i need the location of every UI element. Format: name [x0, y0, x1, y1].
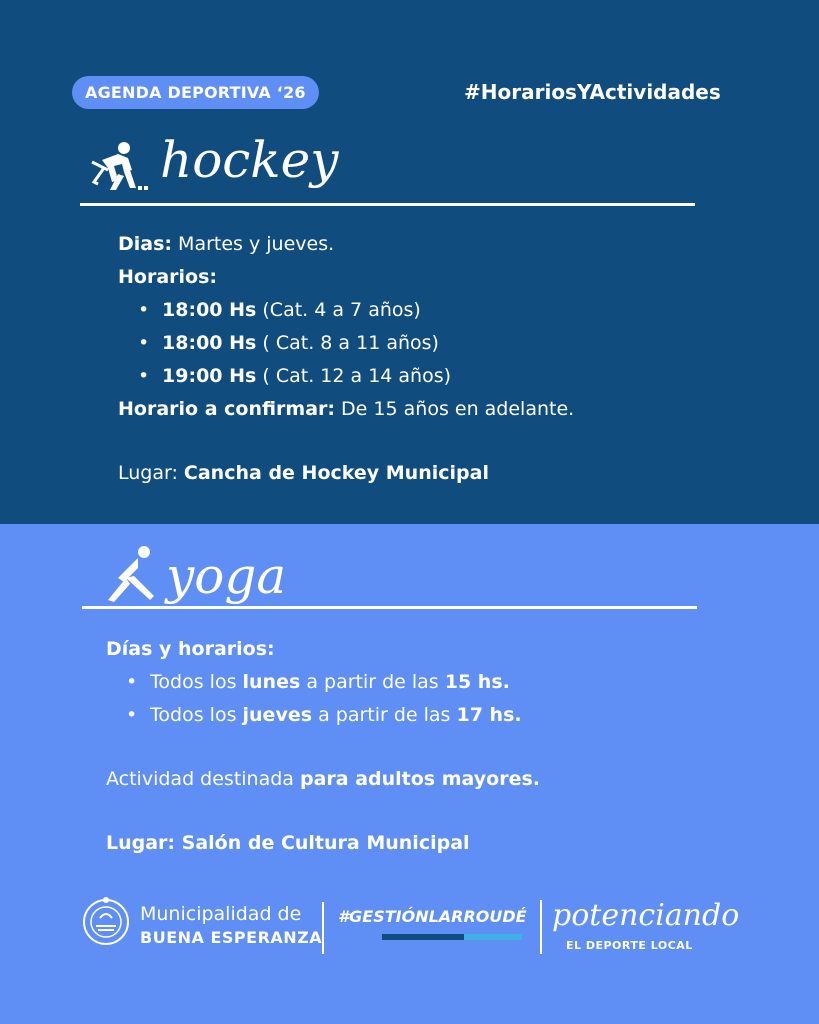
- item-day: lunes: [242, 671, 301, 693]
- yoga-title: yoga: [166, 547, 287, 605]
- item-mid: a partir de las: [300, 671, 445, 693]
- yoga-pose-icon: [104, 544, 156, 604]
- actividad-pre: Actividad destinada: [106, 768, 300, 790]
- muni-line2: BUENA ESPERANZA: [140, 928, 323, 947]
- schedule-detail: (Cat. 4 a 7 años): [256, 299, 421, 321]
- hashtag-text: #HorariosYActividades: [464, 80, 721, 104]
- item-day: jueves: [242, 704, 313, 726]
- schedule-time: 19:00 Hs: [162, 365, 257, 387]
- gestion-hashtag: #GESTIÓNLARROUDÉ: [338, 907, 527, 926]
- actividad-bold: para adultos mayores.: [299, 768, 540, 790]
- schedule-detail: ( Cat. 12 a 14 años): [256, 365, 452, 387]
- confirm-label: Horario a confirmar:: [118, 398, 336, 420]
- dias-label: Dias:: [118, 233, 173, 255]
- hockey-title: hockey: [160, 131, 339, 189]
- schedule-time: 18:00 Hs: [162, 332, 257, 354]
- yoga-lugar: Lugar: Salón de Cultura Municipal: [106, 832, 470, 854]
- item-hour: 17 hs.: [456, 704, 522, 726]
- yoga-section: [0, 524, 819, 1024]
- hockey-confirm: [118, 398, 574, 420]
- item-pre: Todos los: [150, 704, 243, 726]
- schedule-time: 18:00 Hs: [162, 299, 257, 321]
- yoga-underline: [82, 606, 697, 609]
- muni-line1: Municipalidad de: [140, 903, 302, 925]
- hockey-schedule-item: [138, 365, 451, 387]
- yoga-actividad: [106, 768, 540, 790]
- gestion-bar-light: [464, 934, 522, 940]
- footer-divider: [322, 902, 324, 954]
- hockey-schedule-item: [138, 332, 439, 354]
- potenciando-logo: potenciando: [552, 898, 740, 933]
- hockey-player-icon: [88, 138, 150, 194]
- yoga-schedule-item: [126, 671, 510, 693]
- yoga-schedule-item: [126, 704, 522, 726]
- footer-divider: [540, 900, 542, 954]
- municipal-seal-icon: [82, 896, 130, 948]
- confirm-value: De 15 años en adelante.: [335, 398, 575, 420]
- hockey-lugar: [118, 462, 489, 484]
- yoga-dias-label: Días y horarios:: [106, 638, 275, 660]
- hockey-schedule-item: [138, 299, 421, 321]
- agenda-tag: AGENDA DEPORTIVA ‘26: [72, 76, 319, 109]
- item-pre: Todos los: [150, 671, 243, 693]
- item-mid: a partir de las: [312, 704, 457, 726]
- hockey-dias: [118, 233, 334, 255]
- horarios-label: Horarios:: [118, 266, 217, 288]
- schedule-detail: ( Cat. 8 a 11 años): [256, 332, 439, 354]
- lugar-label: Lugar:: [118, 462, 184, 484]
- dias-value: Martes y jueves.: [172, 233, 335, 255]
- lugar-value: Cancha de Hockey Municipal: [183, 462, 489, 484]
- item-hour: 15 hs.: [444, 671, 510, 693]
- gestion-bar-dark: [382, 934, 464, 940]
- hockey-underline: [80, 203, 695, 206]
- deporte-local-text: EL DEPORTE LOCAL: [566, 939, 693, 952]
